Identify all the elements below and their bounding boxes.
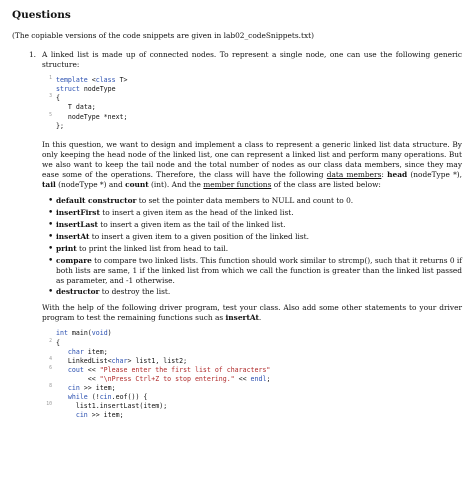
code-text: T data;: [67, 103, 96, 112]
code-line: [42, 339, 462, 348]
code-text: nodeType *next;: [67, 112, 128, 121]
code-line: [42, 85, 462, 94]
question-1: [12, 50, 462, 429]
line-number: [42, 411, 56, 420]
code-text: struct nodeType: [56, 85, 116, 94]
copiable-note: (The copiable versions of the code snippets are given in lab02_codeSnippets.txt): [12, 31, 314, 41]
code-text: template <class T>: [56, 76, 128, 85]
line-number: [42, 85, 56, 94]
code-text: char item;: [67, 347, 108, 356]
code-line: [42, 103, 462, 112]
line-number: 10: [46, 402, 52, 408]
member-functions-label: member functions: [203, 179, 272, 189]
line-number: 5: [49, 112, 52, 118]
code-text: cin >> item;: [75, 411, 124, 420]
code-text: {: [56, 94, 60, 103]
bullet-item: • insertLast to insert a given item as the tail of the linked list.: [56, 220, 462, 230]
code-line: [42, 94, 462, 103]
line-number: 1: [49, 76, 52, 82]
code-text: cout << "Please enter the first list of characters": [67, 365, 271, 374]
code-line: [42, 411, 462, 420]
line-number: [42, 122, 56, 131]
count-member: count: [125, 179, 149, 189]
code-line: [42, 122, 462, 131]
line-number: [42, 393, 56, 402]
line-number: 8: [49, 384, 52, 389]
code-line: [42, 393, 462, 402]
head-member: head: [387, 169, 408, 179]
question-body: [42, 50, 462, 429]
code-text: list1.insertLast(item);: [75, 402, 168, 411]
code-text: << "\nPress Ctrl+Z to stop entering." << endl;: [56, 374, 271, 383]
line-number: [42, 329, 56, 338]
line-number: [42, 103, 56, 112]
line-number: [42, 348, 56, 357]
tail-member: tail: [42, 179, 56, 189]
question-intro: A linked list is made up of connected nodes. To represent a single node, one can use the following generic structure:: [42, 50, 462, 70]
code-line: [42, 329, 462, 338]
code-text: while (!cin.eof()) {: [67, 393, 148, 402]
code-line: [42, 113, 462, 122]
insertat-emphasis: insertAt: [225, 313, 259, 323]
driver-instructions: With the help of the following driver program, test your class. Also add some other statements to your driver program to test the remaining functions such as insertAt.: [42, 303, 462, 323]
code-text: };: [56, 121, 64, 130]
bullet-item: • insertFirst to insert a given item as the head of the linked list.: [56, 208, 462, 218]
line-number: [42, 375, 56, 384]
bullet-item: • default constructor to set the pointer data members to NULL and count to 0.: [56, 196, 462, 206]
member-functions-list: [42, 196, 462, 298]
code-text: int main(void): [56, 329, 112, 338]
code-text: LinkedList<char> list1, list2;: [67, 356, 188, 365]
code-line: [42, 375, 462, 384]
code-text: cin >> item;: [67, 384, 116, 392]
data-members-label: data members: [326, 169, 382, 179]
bullet-item: • insertAt to insert a given item to a given position of the linked list.: [56, 232, 462, 242]
line-number: 2: [49, 338, 52, 344]
code-line: [42, 348, 462, 357]
code-line: [42, 366, 462, 375]
line-number: 3: [49, 94, 52, 100]
driver-code-block: [42, 329, 462, 420]
bullet-item: • print to print the linked list from head to tail.: [56, 244, 462, 254]
code-line: [42, 76, 462, 85]
code-text: {: [56, 338, 60, 347]
question-number: 1.: [28, 50, 36, 60]
page-title: Questions: [12, 9, 71, 21]
bullet-item: • compare to compare two linked lists. This function should work similar to strcmp(), such that it returns 0 if both lists are same, 1 if the linked list from which we call the function is greater than the linked list passed as parameter, and -1 otherwise.: [56, 256, 462, 286]
line-number: 6: [49, 365, 52, 371]
class-description: In this question, we want to design and implement a class to represent a generic linked list data structure. By only keeping the head node of the linked list, one can represent a linked list and perform many operations. But we also want to keep the tail node and the total number of nodes as our class data members, since they may ease some of the operations. Therefore, the class will have the following data members: head (nodeType *), tail (nodeType *) and count (int). And the member functions of the class are listed below:: [42, 139, 462, 189]
bullet-item: • destructor to destroy the list.: [56, 287, 462, 297]
line-number: 4: [49, 356, 52, 362]
code-line: [42, 357, 462, 366]
struct-code-block: [42, 76, 462, 131]
code-line: [42, 402, 462, 411]
code-line: [42, 384, 462, 393]
